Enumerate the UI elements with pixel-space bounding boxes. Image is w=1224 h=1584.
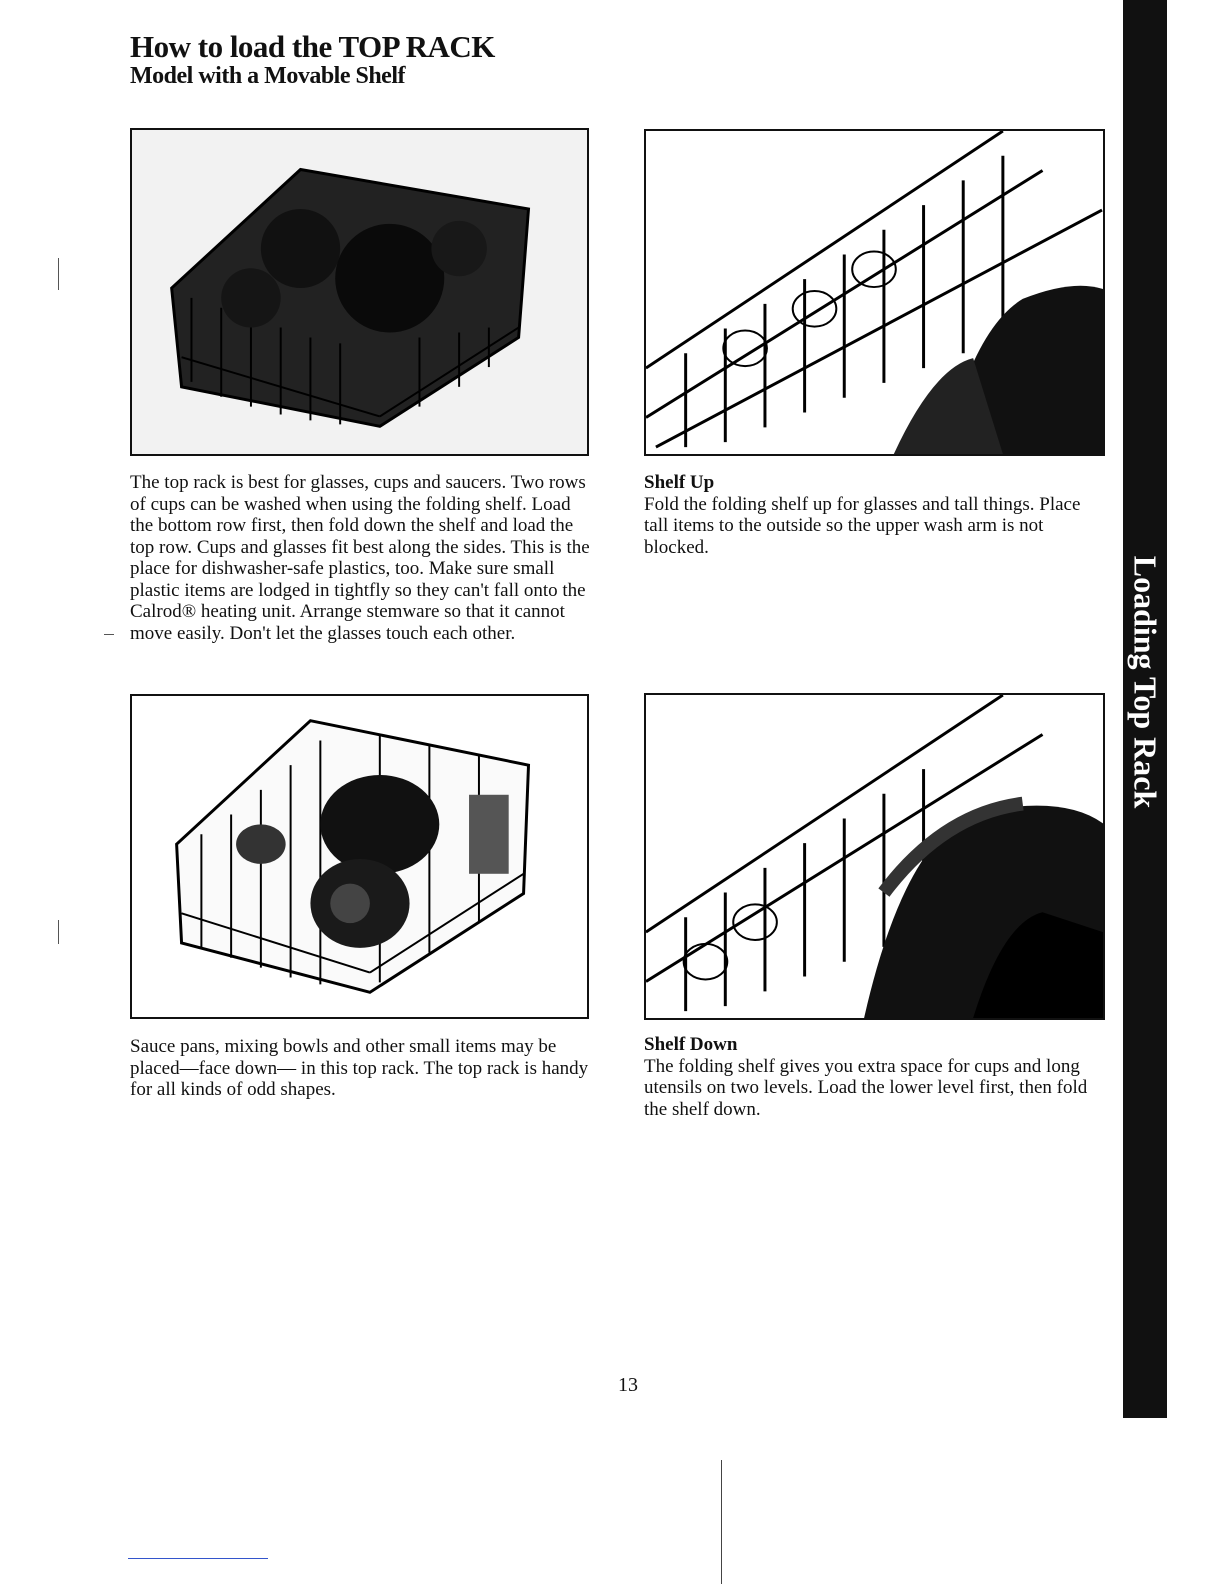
pans-description-text: Sauce pans, mixing bowls and other small items may be placed—face down— in this top rack. The top rack is handy for all kinds of odd shapes. [130, 1036, 589, 1100]
shelf-down-text: The folding shelf gives you extra space for cups and long utensils on two levels. Load the lower level first, then fold the shelf down. [644, 1055, 1088, 1120]
footer-rule [128, 1558, 268, 1559]
margin-mark [104, 634, 114, 635]
shelf-up-text: Fold the folding shelf up for glasses and tall things. Place tall items to the outside so the upper wash arm is not blocked. [644, 493, 1081, 558]
shelf-up-section [644, 472, 1104, 558]
top-rack-loaded-photo [130, 128, 589, 456]
pans-in-rack-photo [130, 694, 589, 1019]
shelf-down-section [644, 1034, 1104, 1120]
shelf-up-heading: Shelf Up [644, 472, 715, 493]
pans-description [130, 1036, 600, 1101]
page-title: How to load the TOP RACK [130, 29, 495, 64]
top-rack-description [130, 472, 590, 644]
margin-mark [58, 920, 59, 944]
page-number: 13 [618, 1374, 638, 1396]
page-subtitle: Model with a Movable Shelf [130, 63, 405, 89]
shelf-down-heading: Shelf Down [644, 1034, 738, 1055]
center-rule [721, 1460, 722, 1584]
margin-mark [58, 258, 59, 290]
shelf-up-photo [644, 129, 1105, 456]
top-rack-description-text: The top rack is best for glasses, cups and saucers. Two rows of cups can be washed when using the folding shelf. Load the bottom row first, then fold down the shelf and load the top row. Cups and glasses fit best along the sides. This is the place for dishwasher-safe plastics, too. Make sure small plastic items are lodged in tightfly so they can't fall onto the Calrod® heating unit. Arrange stemware so that it cannot move easily. Don't let the glasses touch each other. [130, 472, 590, 644]
side-tab-label: Loading Top Rack [1127, 555, 1164, 809]
shelf-down-photo [644, 693, 1105, 1020]
